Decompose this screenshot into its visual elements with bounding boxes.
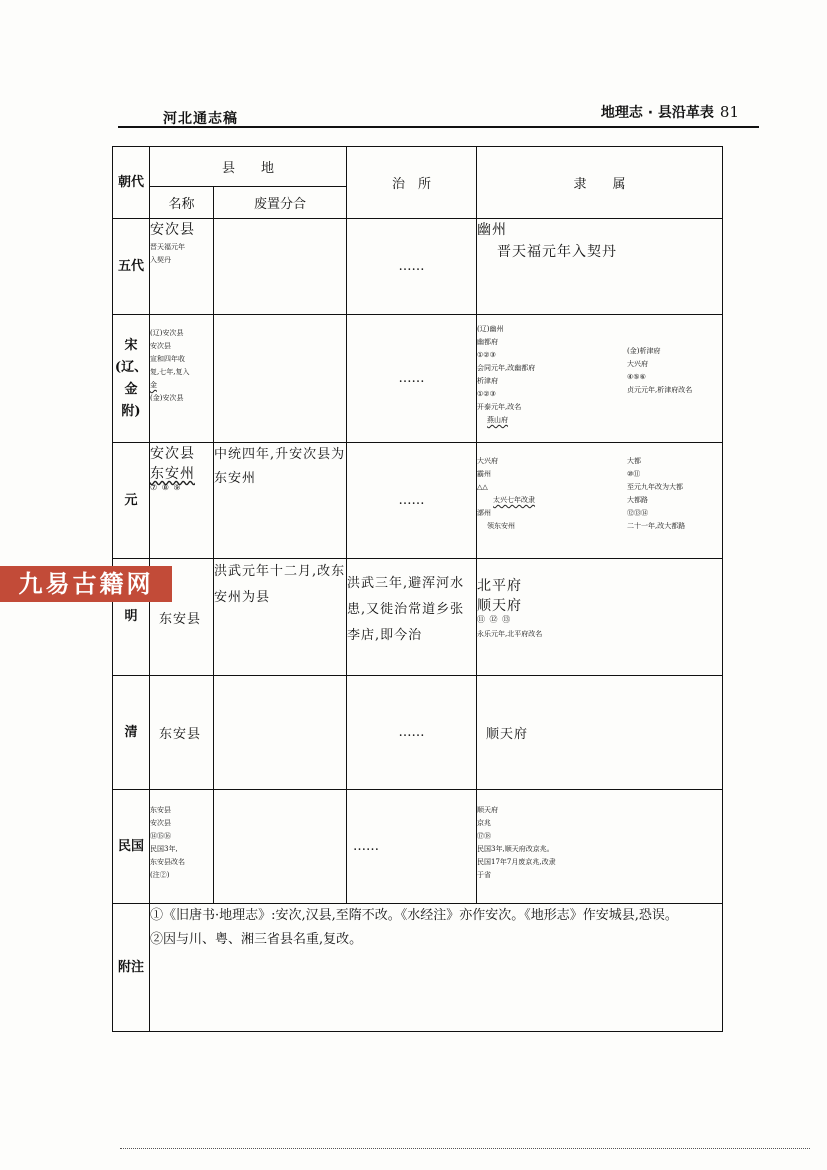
watermark-logo: 九易古籍网	[0, 566, 172, 602]
subordination-cell	[477, 219, 723, 315]
table-row	[113, 443, 723, 559]
notes-cell	[150, 904, 723, 1032]
name-note: 东安县改名	[150, 858, 185, 866]
subord-note: ①②③	[477, 351, 496, 359]
subord-note: 会同元年,改幽都府	[477, 364, 536, 372]
header-name: 名称	[150, 187, 214, 219]
table-row	[113, 219, 723, 315]
name-note: 民国3年,	[150, 845, 178, 853]
name-cell	[150, 219, 214, 315]
name-cell	[150, 315, 214, 443]
subord-note: ④⑤⑥	[627, 373, 646, 381]
table-row	[113, 315, 723, 443]
header-rule	[118, 126, 759, 128]
name-line: 安次县	[150, 222, 195, 238]
name-note: (辽)安次县	[150, 329, 184, 337]
name-note: ⑭⑮⑯	[150, 832, 171, 840]
subord-note: 大兴府	[477, 457, 499, 465]
subord-note: 京兆	[477, 819, 492, 827]
section-title	[601, 102, 739, 122]
subord-note: 永乐元年,北平府改名	[477, 630, 543, 638]
subordination-cell	[477, 315, 723, 443]
header-seat: 治 所	[347, 147, 477, 219]
era-cell: 清	[113, 676, 150, 790]
era-cell: 明	[113, 559, 150, 676]
era-cell: 五代	[113, 219, 150, 315]
subordination-cell	[477, 443, 723, 559]
subord-note: 幽都府	[477, 338, 499, 346]
change-cell: 中统四年,升安次县为东安州	[214, 443, 347, 559]
subord-note: ⑰⑱	[477, 832, 492, 840]
note-1: ①《旧唐书·地理志》:安次,汉县,至隋不改。《水经注》亦作安次。《地形志》作安城县,恐误。	[150, 908, 678, 923]
name-circled-refs: ⑦ ⑧ ⑨	[150, 483, 182, 492]
subord-note: 大兴府	[627, 360, 649, 368]
subord-circled-refs: ⑪ ⑫ ⑬	[477, 615, 512, 624]
subord-line: 晋天福元年入契丹	[497, 244, 618, 260]
subord-note: 贞元元年,析津府改名	[627, 386, 693, 394]
subord-note: 民国3年,顺天府改京兆。	[477, 845, 554, 853]
subord-line: 北平府	[477, 578, 523, 594]
footer-rule	[120, 1148, 810, 1149]
subord-line: 顺天府	[477, 598, 523, 614]
header-subordination: 隶 属	[477, 147, 723, 219]
era-cell: 元	[113, 443, 150, 559]
seat-cell: 洪武三年,避浑河水患,又徙治常道乡张李店,即今治	[347, 559, 477, 676]
change-cell	[214, 219, 347, 315]
header-era: 朝代	[113, 147, 150, 219]
table-row	[113, 559, 723, 676]
era-cell	[113, 315, 150, 443]
change-cell	[214, 676, 347, 790]
name-line: 东安州	[150, 466, 195, 482]
name-note: (金)安次县	[150, 394, 184, 402]
subord-note: △△	[477, 483, 488, 491]
section-name: 地理志 · 县沿革表	[600, 105, 714, 121]
notes-label: 附注	[113, 904, 150, 1032]
header-change: 废置分合	[214, 187, 347, 219]
county-history-table	[112, 146, 723, 1032]
table-row	[113, 790, 723, 904]
subord-note: 析津府	[477, 377, 499, 385]
subord-right-group	[627, 455, 722, 533]
subord-note: ①②③	[477, 390, 496, 398]
subord-note: ⑩⑪	[627, 470, 641, 478]
seat-cell: ……	[347, 315, 477, 443]
note-2: ②因与川、粤、湘三省县名重,复改。	[150, 932, 363, 947]
era-line: 宋	[124, 337, 138, 353]
era-line: 金	[124, 381, 138, 397]
subord-note: 开泰元年,改名	[477, 403, 522, 411]
seat-cell: ……	[347, 790, 477, 904]
subord-note: 领东安州	[487, 522, 516, 530]
name-line: 安次县	[150, 446, 195, 462]
seat-cell: ……	[347, 443, 477, 559]
book-title: 河北通志稿	[163, 111, 238, 127]
era-cell: 民国	[113, 790, 150, 904]
name-note: 安次县	[150, 342, 171, 350]
subordination-cell	[477, 559, 723, 676]
subord-note: 燕山府	[487, 416, 509, 424]
subord-note: (辽)幽州	[477, 325, 504, 333]
name-note: 宣和四年收	[150, 355, 185, 363]
era-line: 附)	[121, 403, 141, 419]
name-note: 金	[150, 381, 157, 389]
name-cell: 东安县	[150, 559, 214, 676]
subord-note: 民国17年7月废京兆,改隶	[477, 858, 556, 866]
subord-note: 大都路	[627, 496, 649, 504]
era-line: (辽、	[114, 359, 148, 375]
page-number: 81	[719, 103, 739, 121]
name-note: 复,七年,复入	[150, 368, 190, 376]
subord-note: 于省	[477, 871, 492, 879]
change-cell	[214, 315, 347, 443]
name-cell	[150, 443, 214, 559]
seat-cell: ……	[347, 676, 477, 790]
notes-row	[113, 904, 723, 1032]
name-note: 入契丹	[150, 256, 171, 264]
change-cell	[214, 790, 347, 904]
name-note: (注②)	[150, 871, 170, 879]
subord-note: 大都	[627, 457, 642, 465]
seat-cell: ……	[347, 219, 477, 315]
name-note: 东安县	[150, 806, 171, 814]
subordination-cell: 顺天府	[477, 676, 723, 790]
subord-right-group	[627, 345, 722, 397]
subord-note: (金)析津府	[627, 347, 661, 355]
name-note: 晋天福元年	[150, 243, 185, 251]
subord-note: 顺天府	[477, 806, 499, 814]
subord-note: 霸州	[477, 470, 492, 478]
subord-note: 太兴七年改隶	[493, 496, 536, 504]
subordination-cell	[477, 790, 723, 904]
subord-line: 幽州	[477, 222, 508, 238]
table-row	[113, 676, 723, 790]
subord-note: 漷州	[477, 509, 492, 517]
change-cell: 洪武元年十二月,改东安州为县	[214, 559, 347, 676]
subord-note: 至元九年改为大都	[627, 483, 684, 491]
name-note: 安次县	[150, 819, 171, 827]
name-cell: 东安县	[150, 676, 214, 790]
name-cell	[150, 790, 214, 904]
subord-note: 二十一年,改大都路	[627, 522, 686, 530]
header-county: 县 地	[150, 147, 347, 187]
subord-note: ⑫⑬⑭	[627, 509, 649, 517]
